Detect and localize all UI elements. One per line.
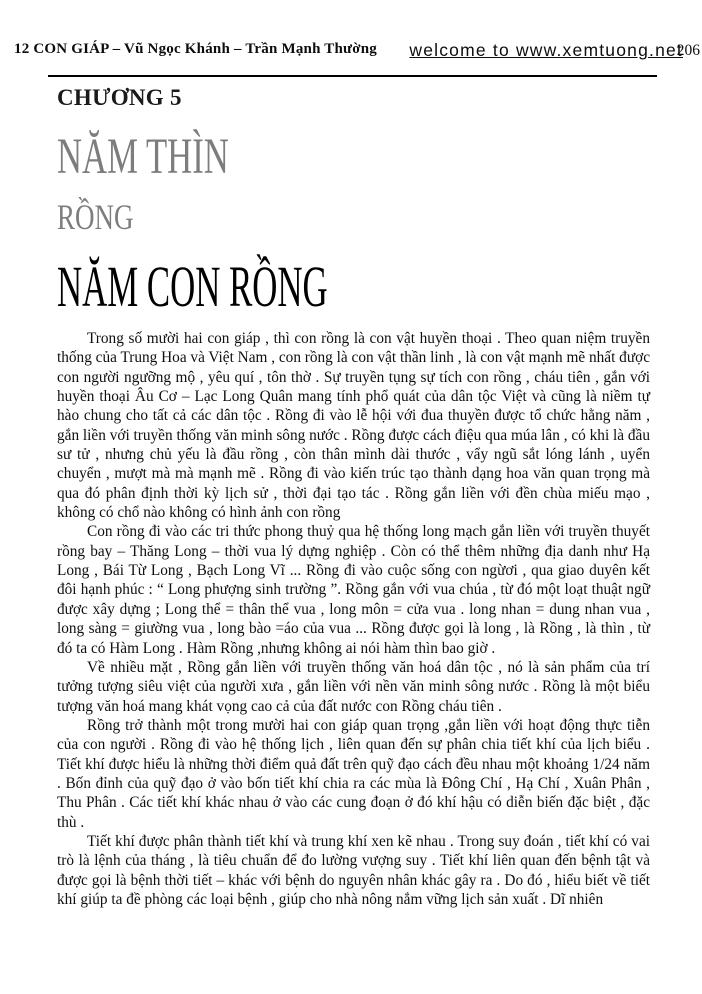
paragraph-5: Tiết khí được phân thành tiết khí và trung khí xen kẽ nhau . Trong suy đoán , tiết khí có vai trò là lệnh của tháng , là tiêu chuẩn để đo lường vượng suy . Tiết khí liên quan đến bệnh tật và được gọi là bệnh thời tiết – khác với bệnh do nguyên nhân khác gây ra . Do đó , hiểu biết về tiết khí giúp ta đề phòng các loại bệnh , giúp cho nhà nông nắm vững lịch sản xuất . Dĩ nhiên [57, 832, 650, 908]
paragraph-4: Rồng trở thành một trong mười hai con giáp quan trọng ,gắn liền với hoạt động thực tiễn của con người . Rồng đi vào hệ thống lịch , liên quan đến sự phân chia tiết khí của lịch biểu . Tiết khí được hiểu là những thời điểm quả đất trên quỹ đạo cách đều nhau một khoảng 1/24 năm . Bốn đỉnh của quỹ đạo ở vào bốn tiết khí chia ra các mùa là Đông Chí , Hạ Chí , Xuân Phân , Thu Phân . Các tiết khí khác nhau ở vào các cung đoạn ở đó khí hậu có diễn biến đặc biệt , đặc thù . [57, 716, 650, 831]
page-number: 206 [676, 42, 700, 59]
paragraph-3: Về nhiều mặt , Rồng gắn liền với truyền thống văn hoá dân tộc , nó là sản phẩm của trí tưởng tượng siêu việt của người xưa , gắn liền với nền văn minh sông nước . Rồng là một biểu tượng văn hoá mang khát vọng cao cả của đất nước con Rồng cháu tiên . [57, 658, 650, 715]
animal-subtitle: RỒNG [57, 197, 134, 237]
body-paragraphs [57, 329, 650, 909]
year-title: NĂM THÌN [57, 129, 229, 185]
header-book-title: 12 CON GIÁP – Vũ Ngọc Khánh – Trần Mạnh Thường [14, 41, 377, 57]
header-divider-rule [48, 75, 657, 77]
chapter-label: CHƯƠNG 5 [57, 85, 182, 110]
main-title: NĂM CON RỒNG [57, 254, 328, 319]
paragraph-1: Trong số mười hai con giáp , thì con rồng là con vật huyền thoại . Theo quan niệm truyền thống của Trung Hoa và Việt Nam , con rồng là con vật thần linh , là con vật mạnh mẽ nhất được con người ngưỡng mộ , yêu quí , tôn thờ . Sự truyền tụng sự tích con rồng , cháu tiên , gắn với huyền thoại Âu Cơ – Lạc Long Quân mang tính phổ quát của dân tộc Việt và cũng là niềm tự hào chung cho tất cả các dân tộc . Rồng đi vào lễ hội với đua thuyền được tổ chức hằng năm , gắn liền với truyền thống văn minh sông nước . Rồng được cách điệu qua múa lân , có khi là đầu sư tử , nhưng chủ yếu là đầu rồng , còn thân mình dài thước , vẩy ngũ sắt lóng lánh , uyển chuyển , mượt mà mà mạnh mẽ . Rồng đi vào kiến trúc tạo thành dạng hoa văn quan trọng mà qua đó phân định thời kỳ lịch sử , thời đại tạo tác . Rồng gắn liền với đền chùa miếu mạo , không có chổ nào không có hình ảnh con rồng [57, 330, 650, 522]
paragraph-2: Con rồng đi vào các tri thức phong thuỷ qua hệ thống long mạch gắn liền với truyền thuyết rồng bay – Thăng Long – thời vua lý dựng nghiệp . Còn có thể thêm những địa danh như Hạ Long , Bái Từ Long , Bạch Long Vĩ ... Rồng đi vào cuộc sống con ngừơi , qua giao duyên kết đôi hạnh phúc : “ Long phượng sinh trường ”. Rồng gắn với vua chúa , từ đó một loạt thuật ngữ được xây dựng ; Long thể = thân thể vua , long môn = cửa vua . long nhan = dung nhan vua , long sàng = giường vua , long bào =áo của vua ... Rồng được gọi là long , là Rồng , là thìn , từ đó ta có Hàm Long . Hàm Rồng ,nhưng không ai nói hàm thìn bao giờ . [57, 523, 650, 657]
page-content [57, 84, 650, 909]
header-site-link[interactable]: welcome to www.xemtuong.net [409, 40, 683, 60]
